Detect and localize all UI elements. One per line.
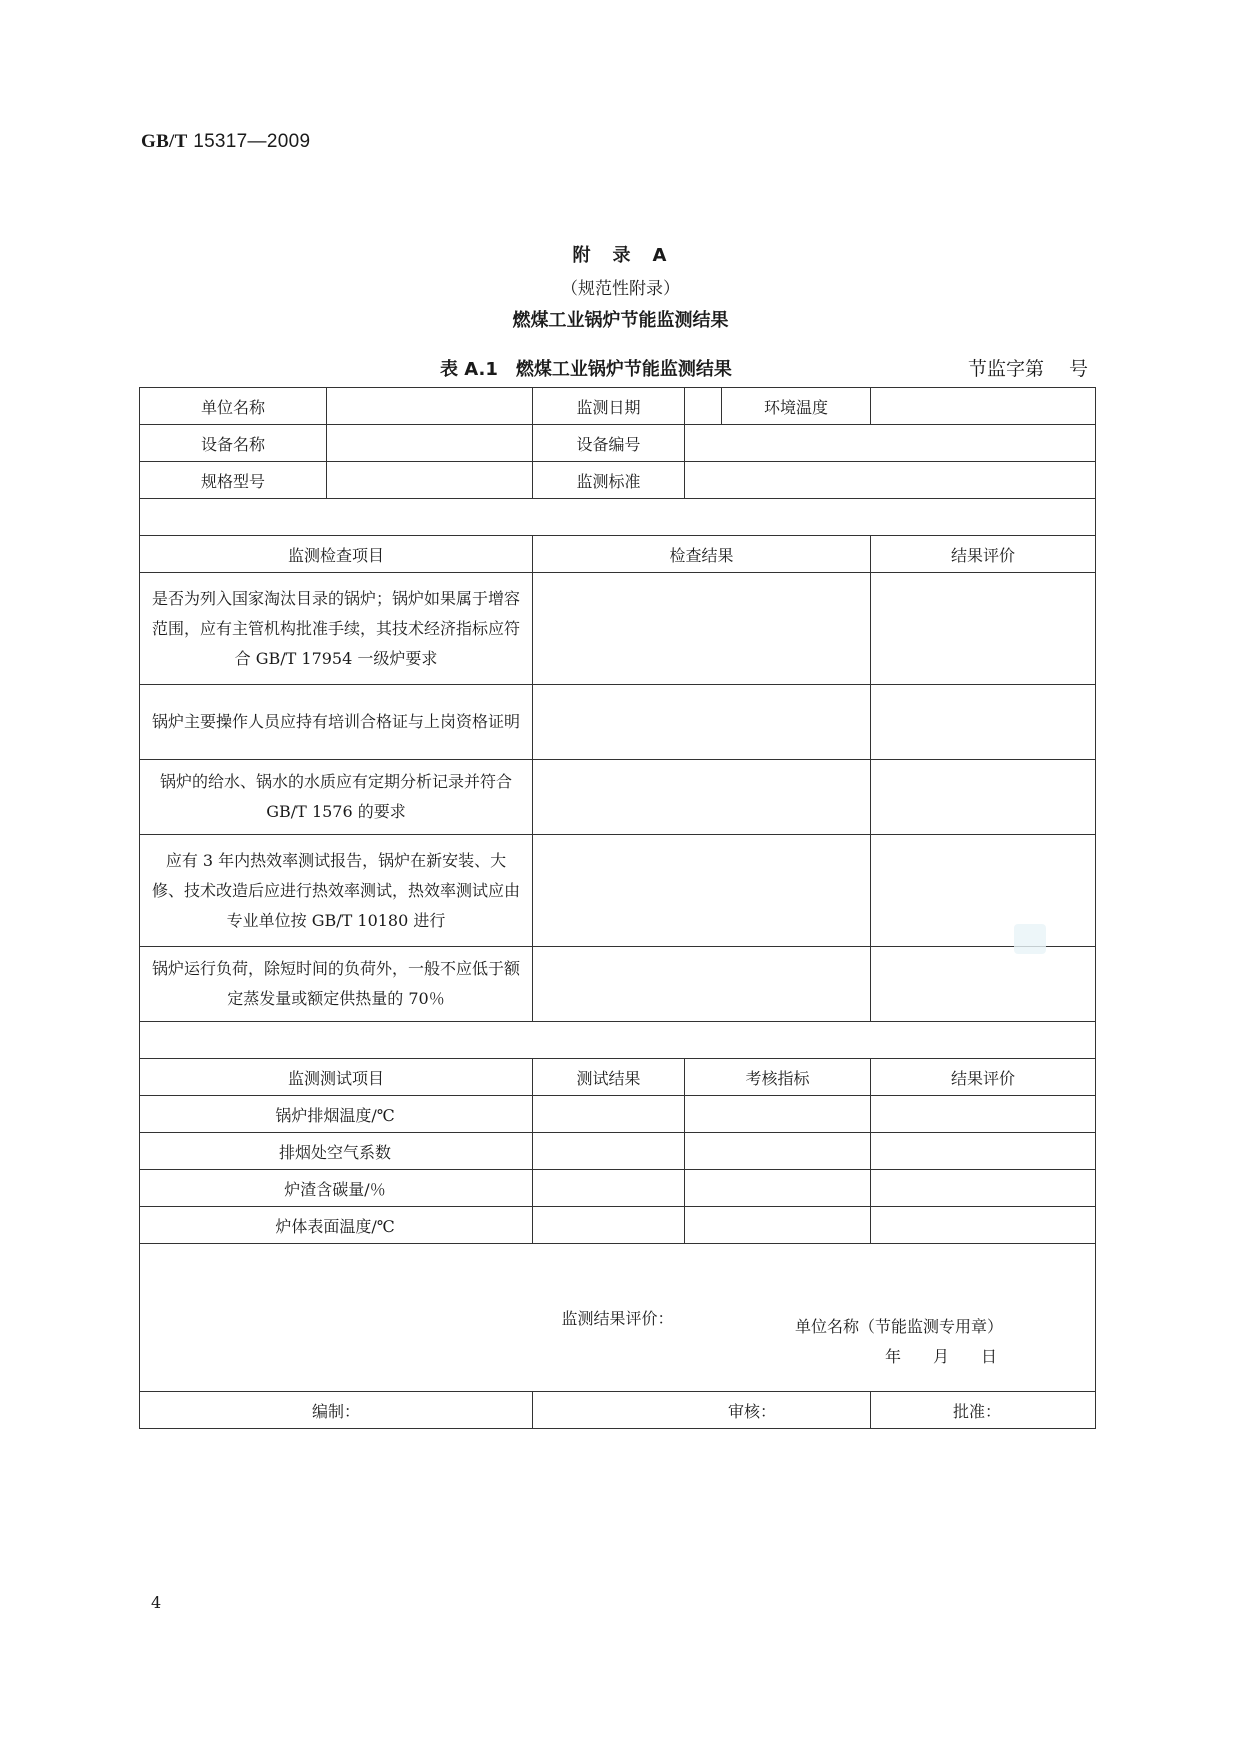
testing-row [140,1207,1096,1244]
compiled-by: 编制： [140,1392,533,1429]
seal-text: 单位名称（节能监测专用章） [795,1317,1004,1336]
testing-item: 排烟处空气系数 [140,1133,533,1170]
inspection-row [140,573,1096,685]
equipment-name-value[interactable] [327,425,533,462]
inspection-result-cell[interactable] [533,685,871,760]
testing-item-header: 监测测试项目 [140,1059,533,1096]
testing-row [140,1170,1096,1207]
testing-evaluation-cell[interactable] [871,1170,1096,1207]
info-row [140,462,1096,499]
testing-target-cell[interactable] [685,1207,871,1244]
spacer-cell [140,1022,1096,1059]
inspection-evaluation-cell[interactable] [871,685,1096,760]
inspection-row [140,760,1096,835]
testing-header-row [140,1059,1096,1096]
annex-title: 附 录 A [572,245,669,266]
spacer-row [140,1022,1096,1059]
inspection-result-header: 检查结果 [533,536,871,573]
model-spec-value[interactable] [327,462,533,499]
inspection-result-cell[interactable] [533,760,871,835]
testing-result-cell[interactable] [533,1170,685,1207]
testing-item: 锅炉排烟温度/℃ [140,1096,533,1133]
inspection-evaluation-header: 结果评价 [871,536,1096,573]
signature-row [140,1392,1096,1429]
testing-result-header: 测试结果 [533,1059,685,1096]
inspection-item: 是否为列入国家淘汰目录的锅炉；锅炉如果属于增容范围，应有主管机构批准手续，其技术经济指标应符合 GB/T 17954 一级炉要求 [140,573,533,685]
inspection-result-cell[interactable] [533,835,871,947]
inspection-evaluation-cell[interactable] [871,835,1096,947]
monitor-standard-value[interactable] [685,462,1096,499]
testing-evaluation-header: 结果评价 [871,1059,1096,1096]
inspection-item: 锅炉主要操作人员应持有培训合格证与上岗资格证明 [140,685,533,760]
inspection-result-cell[interactable] [533,947,871,1022]
summary-label: 监测结果评价： [561,1309,674,1328]
testing-item: 炉体表面温度/℃ [140,1207,533,1244]
testing-row [140,1133,1096,1170]
spacer-cell [140,499,1096,536]
inspection-item: 锅炉的给水、锅水的水质应有定期分析记录并符合 GB/T 1576 的要求 [140,760,533,835]
form-number: 节监字第 号 [968,358,1089,380]
testing-target-cell[interactable] [685,1133,871,1170]
date-line: 年 月 日 [885,1347,998,1366]
inspection-row [140,835,1096,947]
monitor-standard-label: 监测标准 [533,462,685,499]
page-number: 4 [151,1593,162,1612]
summary-row [140,1244,1096,1392]
inspection-evaluation-cell[interactable] [871,760,1096,835]
inspection-evaluation-cell[interactable] [871,573,1096,685]
table-caption: 表 A.1 燃煤工业锅炉节能监测结果 [440,359,732,380]
testing-item: 炉渣含碳量/％ [140,1170,533,1207]
equipment-name-label: 设备名称 [140,425,327,462]
info-row [140,425,1096,462]
watermark-logo [1014,924,1046,954]
inspection-result-cell[interactable] [533,573,871,685]
ambient-temp-label: 环境温度 [722,388,871,425]
testing-target-cell[interactable] [685,1170,871,1207]
testing-target-cell[interactable] [685,1096,871,1133]
standard-code [141,131,310,153]
inspection-item-header: 监测检查项目 [140,536,533,573]
equipment-no-value[interactable] [685,425,1096,462]
inspection-item: 锅炉运行负荷，除短时间的负荷外，一般不应低于额定蒸发量或额定供热量的 70％ [140,947,533,1022]
standard-number: 15317—2009 [193,131,311,152]
reviewed-by: 审核： [533,1392,871,1429]
approved-by: 批准： [871,1392,1096,1429]
annex-name: 燃煤工业锅炉节能监测结果 [512,310,729,331]
testing-evaluation-cell[interactable] [871,1133,1096,1170]
equipment-no-label: 设备编号 [533,425,685,462]
monitoring-result-table [139,387,1096,1429]
testing-result-cell[interactable] [533,1096,685,1133]
inspection-row [140,947,1096,1022]
unit-name-value[interactable] [327,388,533,425]
inspection-header-row [140,536,1096,573]
testing-row [140,1096,1096,1133]
model-spec-label: 规格型号 [140,462,327,499]
annex-type: （规范性附录） [561,279,680,299]
testing-result-cell[interactable] [533,1207,685,1244]
ambient-temp-value[interactable] [871,388,1096,425]
info-row [140,388,1096,425]
inspection-evaluation-cell[interactable] [871,947,1096,1022]
monitor-date-label: 监测日期 [533,388,685,425]
spacer-row [140,499,1096,536]
testing-evaluation-cell[interactable] [871,1207,1096,1244]
monitor-date-value[interactable] [685,388,722,425]
testing-target-header: 考核指标 [685,1059,871,1096]
unit-name-label: 单位名称 [140,388,327,425]
summary-cell[interactable] [140,1244,1096,1392]
inspection-row [140,685,1096,760]
testing-evaluation-cell[interactable] [871,1096,1096,1133]
testing-result-cell[interactable] [533,1133,685,1170]
standard-prefix: GB/T [141,131,188,152]
inspection-item: 应有 3 年内热效率测试报告，锅炉在新安装、大修、技术改造后应进行热效率测试，热效率测试应由专业单位按 GB/T 10180 进行 [140,835,533,947]
